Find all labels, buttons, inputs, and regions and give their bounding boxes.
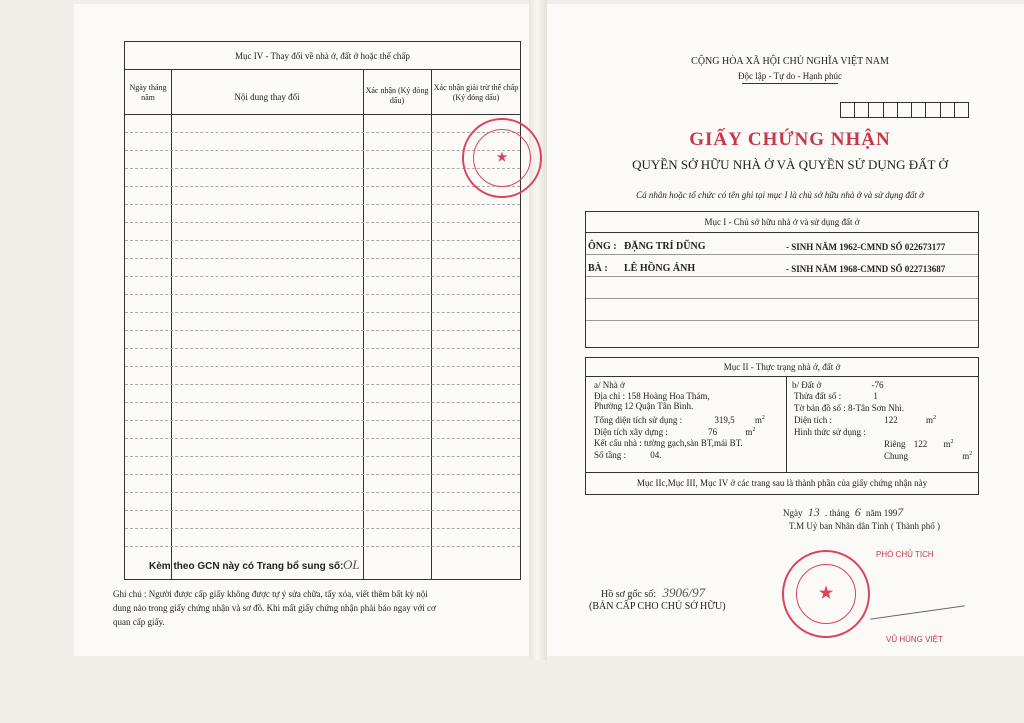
section-i-box <box>585 211 979 348</box>
note-text: Ghi chú : Người được cấp giấy không được tự ý sửa chữa, tẩy xóa, viết thêm bất kỳ nội dung nào trong giấy chứng nhận và sơ đồ. Khi mất giấy chứng nhận phải báo ngay với cơ quan cấp giấy. <box>113 589 436 627</box>
table-rule-line <box>125 420 520 421</box>
owner-1-info: - SINH NĂM 1962-CMND SỐ 022673177 <box>786 242 946 252</box>
table-rule-line <box>125 204 520 205</box>
plot-label: Thửa đất số : <box>794 391 842 401</box>
col-confirm-header: Xác nhận (Ký đóng dấu) <box>365 86 429 105</box>
table-rule-line <box>125 294 520 295</box>
land-heading-value: -76 <box>871 380 884 390</box>
table-rule-line <box>125 348 520 349</box>
usage-label: Hình thức sử dụng : <box>794 427 866 437</box>
copy-note: (BẢN CẤP CHO CHỦ SỞ HỮU) <box>589 601 726 612</box>
section-note: Mục IIc,Mục III, Mục IV ở các trang sau là thành phần của giấy chứng nhận này <box>636 478 928 488</box>
section-ii-box: Mục II - Thực trạng nhà ở, đất ở a/ Nhà ở Địa chỉ : 158 Hoàng Hoa Thám, Phường 12 Quận Tân Bình. Tổng diện tích sử dụng : 319,5 $m^2$ Diện tích xây dựng : 76 $m^2$ Kết cấu nhà : tường gạch,sàn BT,mái BT. Số tầng : 04. b/ Đất ở -76 Thửa đất số : 1 Tờ bản đồ số : 8-Tân Sơn Nhì. Diện tích : 122 $m^2$ Hình thức sử dụng : Riêng 122 $m^2$ Chung $m^2$ Mục IIc,Mục III, Mục IV ở các trang sau là thành phần của giấy chứng nhận này <box>585 357 979 495</box>
floors-value: 04. <box>650 450 662 460</box>
col-date-header: Ngày tháng năm <box>129 83 167 102</box>
owner-1-prefix: ÔNG : <box>588 241 617 252</box>
table-rule-line <box>125 330 520 331</box>
table-rule-line <box>125 492 520 493</box>
owner-2-name: LÊ HỒNG ÁNH <box>624 263 696 274</box>
table-rule-line <box>125 276 520 277</box>
built-area-value: 76 <box>708 427 718 437</box>
address-line2: Phường 12 Quận Tân Bình. <box>594 401 694 411</box>
attached-pages-label: Kèm theo GCN này có Trang bổ sung số: <box>149 561 344 572</box>
table-rule-line <box>125 510 520 511</box>
private-value: 122 <box>913 439 928 449</box>
table-rule-line <box>125 528 520 529</box>
table-rule-line <box>125 474 520 475</box>
certificate-title: GIẤY CHỨNG NHẬN <box>689 129 891 150</box>
table-rule-line <box>125 456 520 457</box>
total-area-label: Tổng diện tích sử dụng : <box>594 415 683 425</box>
table-rule-line <box>125 258 520 259</box>
table-rule-line <box>125 384 520 385</box>
section-iv-title: Mục IV - Thay đổi về nhà ở, đất ở hoặc thế chấp <box>235 51 410 61</box>
structure-label: Kết cấu nhà : <box>594 438 642 448</box>
land-heading: b/ Đất ở <box>792 380 822 390</box>
table-rule-line <box>125 366 520 367</box>
issue-date: Ngày 13 . tháng 6 năm 1997 <box>783 505 904 519</box>
table-rule-line <box>125 240 520 241</box>
built-area-label: Diện tích xây dựng : <box>594 427 668 437</box>
table-rule-line <box>125 168 520 169</box>
signer-role: PHÓ CHỦ TỊCH <box>876 550 934 559</box>
issuer-text: T.M Uỷ ban Nhân dân Tỉnh ( Thành phố ) <box>789 521 940 531</box>
table-rule-line <box>125 402 520 403</box>
nation-header: CỘNG HÒA XÃ HỘI CHỦ NGHĨA VIỆT NAM <box>691 56 889 67</box>
table-rule-line <box>125 546 520 547</box>
section-i-title: Mục I - Chủ sở hữu nhà ở và sử dụng đất ở <box>704 217 860 227</box>
shared-label: Chung <box>884 451 909 461</box>
intro-text: Cá nhân hoặc tổ chức có tên ghi tại mục I là chủ sở hữu nhà ở và sử dụng đất ở <box>636 190 924 200</box>
table-rule-line <box>125 438 520 439</box>
private-label: Riêng <box>884 439 906 449</box>
section-ii-title: Mục II - Thực trạng nhà ở, đất ở <box>723 362 841 372</box>
table-rule-line <box>125 150 520 151</box>
house-heading: a/ Nhà ở <box>594 380 625 390</box>
official-seal-stamp: ★ <box>782 550 870 638</box>
table-rule-line <box>125 222 520 223</box>
col-content-header: Nội dung thay đổi <box>234 92 300 102</box>
change-table <box>124 41 521 580</box>
map-value: 8-Tân Sơn Nhì. <box>848 403 905 413</box>
land-area-label: Diện tích : <box>794 415 832 425</box>
owner-2-prefix: BÀ : <box>588 263 608 274</box>
page-fold <box>529 0 547 660</box>
attached-pages-value: OL <box>343 557 360 572</box>
address-label: Địa chỉ : <box>594 391 625 401</box>
certificate-subtitle: QUYỀN SỞ HỮU NHÀ Ở VÀ QUYỀN SỬ DỤNG ĐẤT Ở <box>632 157 948 172</box>
owner-1-name: ĐẶNG TRÍ DŨNG <box>624 241 706 252</box>
motto: Độc lập - Tự do - Hạnh phúc <box>738 71 842 81</box>
serial-boxes <box>840 102 969 118</box>
total-area-value: 319,5 <box>714 415 735 425</box>
land-area-value: 122 <box>884 415 898 425</box>
map-label: Tờ bản đồ số : <box>794 403 846 413</box>
owner-2-info: - SINH NĂM 1968-CMND SỐ 022713687 <box>786 264 946 274</box>
address-line1: 158 Hoàng Hoa Thám, <box>627 391 710 401</box>
file-number: Hồ sơ gốc số: 3906/97 <box>601 585 706 600</box>
col-release-header: Xác nhận giải trừ thế chấp (Ký đóng dấu) <box>433 83 519 102</box>
table-rule-line <box>125 132 520 133</box>
signer-name: VŨ HÙNG VIỆT <box>886 635 943 644</box>
floors-label: Số tầng : <box>594 450 627 460</box>
structure-value: tường gạch,sàn BT,mái BT. <box>643 438 743 448</box>
table-rule-line <box>125 312 520 313</box>
table-rule-line <box>125 186 520 187</box>
plot-value: 1 <box>873 391 878 401</box>
seal-stamp-left: ★ <box>462 118 542 198</box>
